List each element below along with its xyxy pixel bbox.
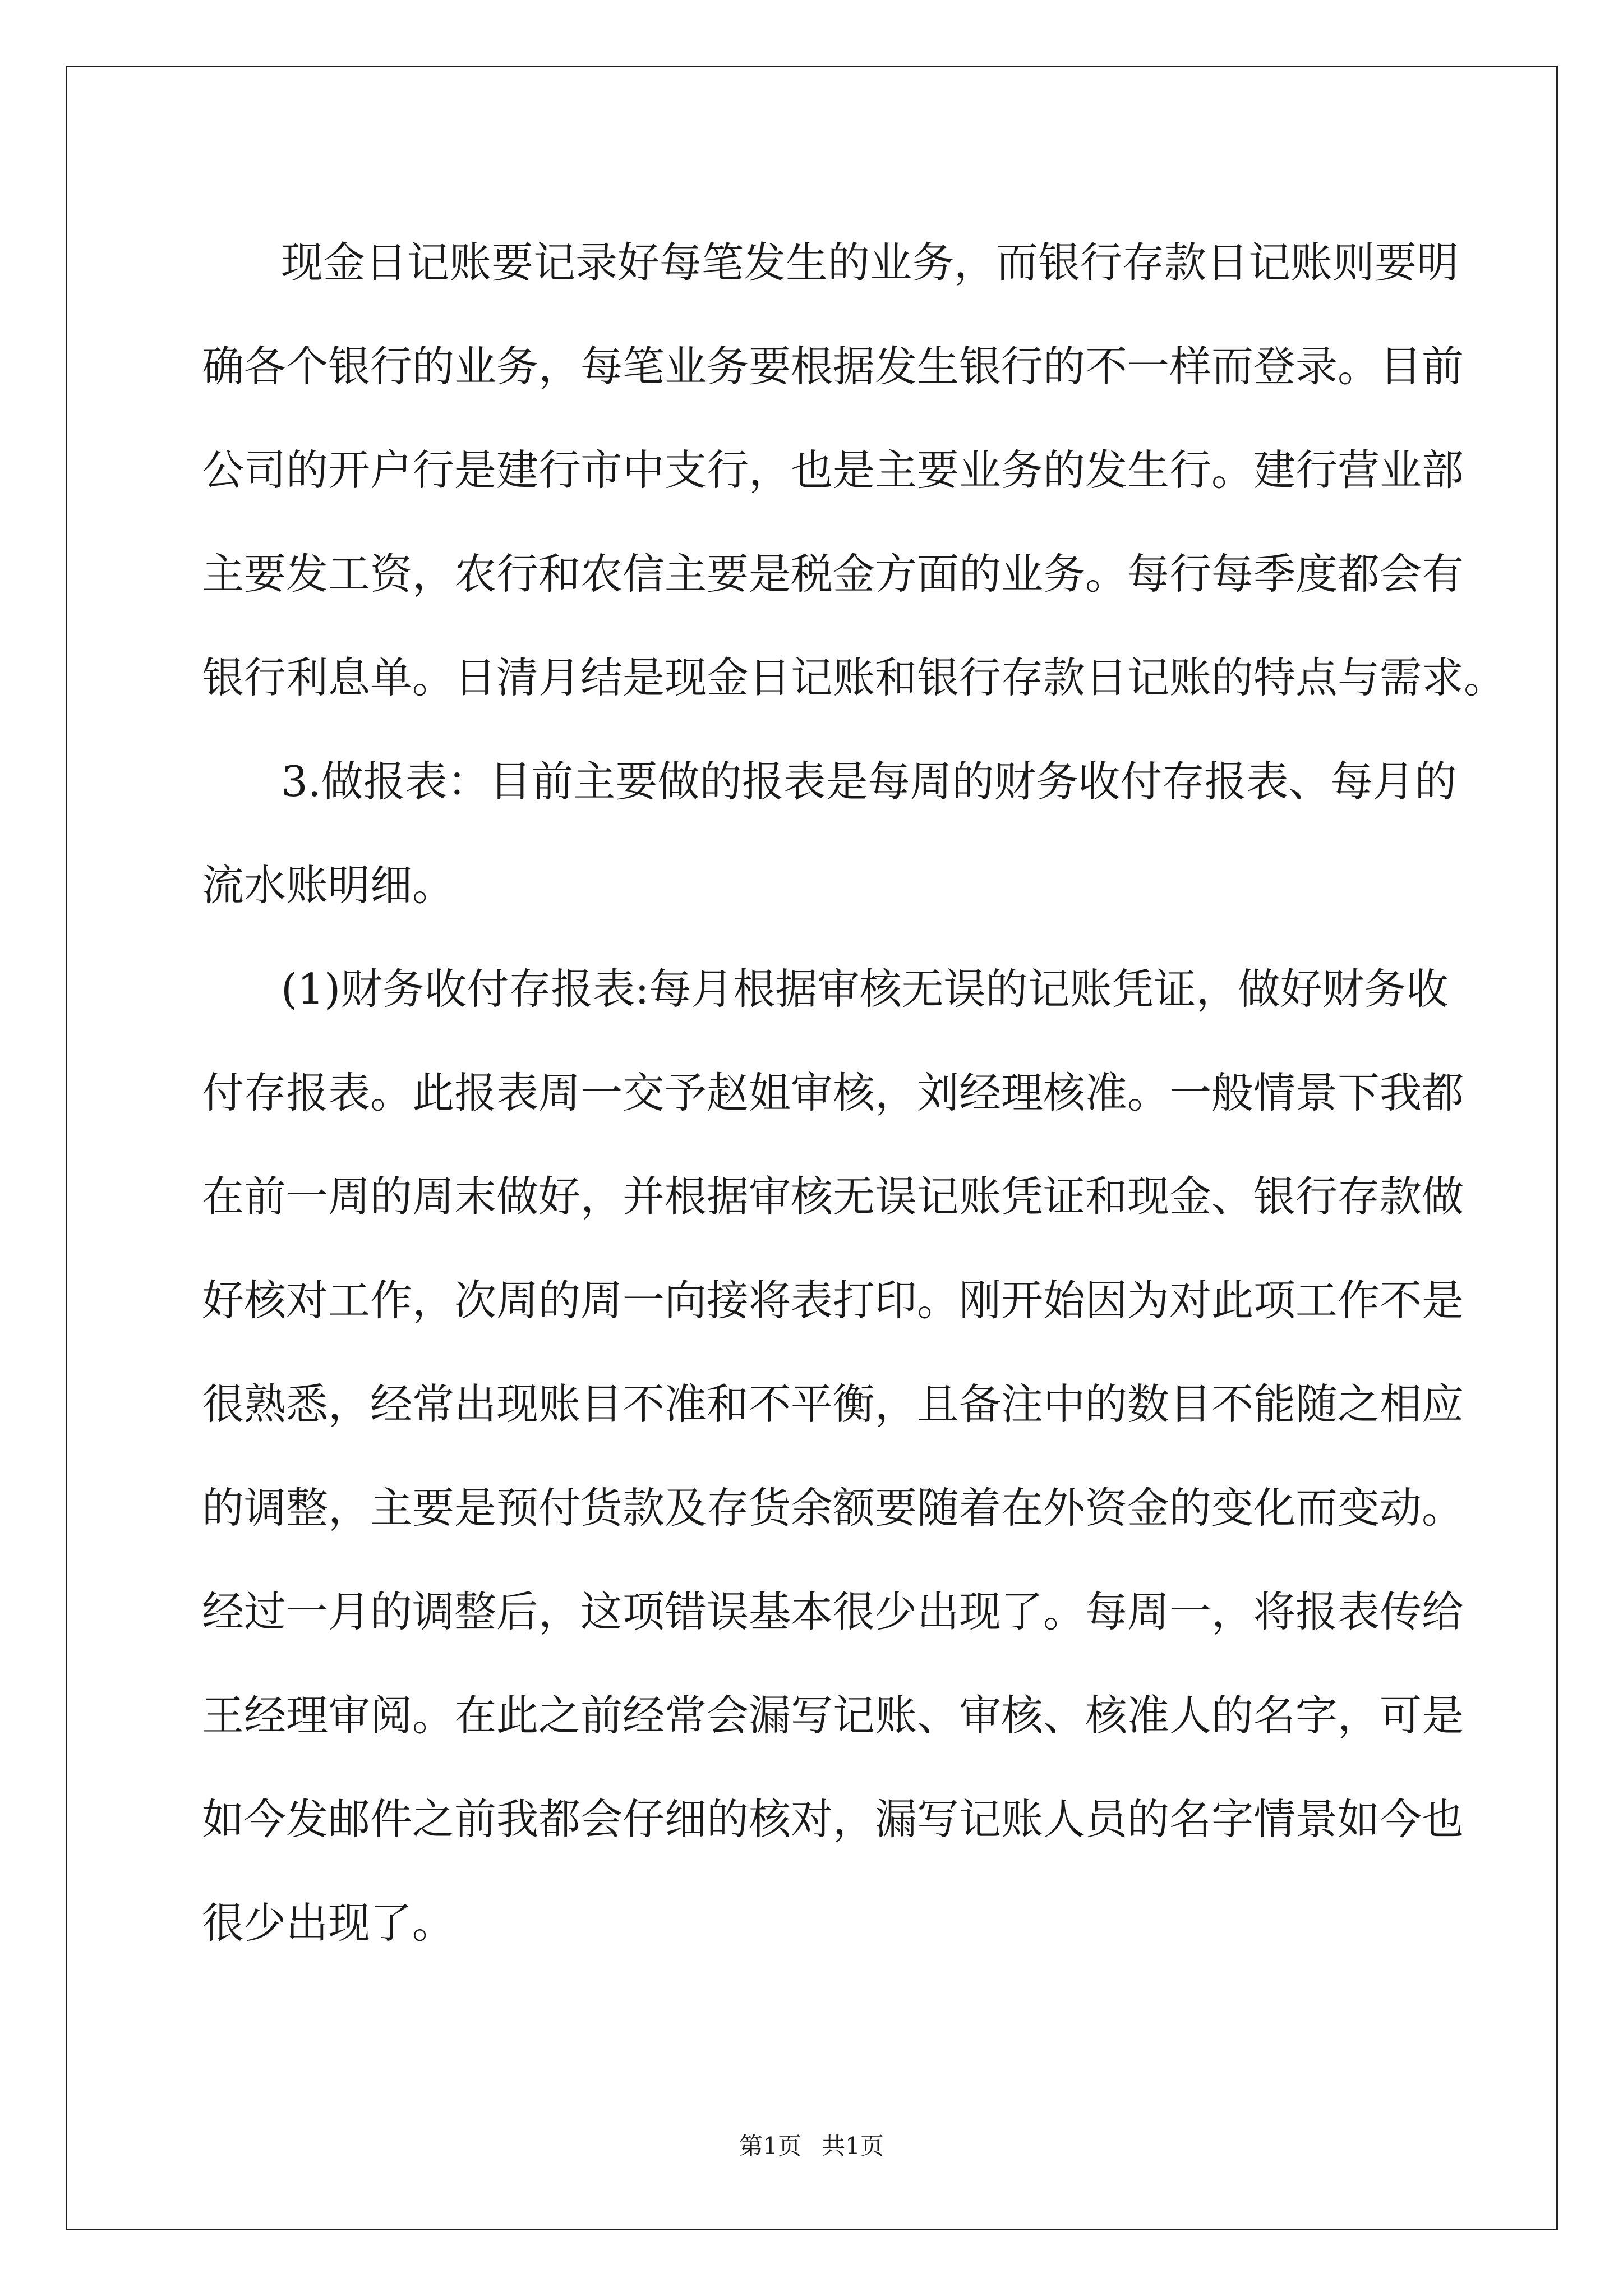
page-footer	[0, 2129, 1623, 2163]
text-line: 在前一周的周末做好，并根据审核无误记账凭证和现金、银行存款做	[202, 1172, 1464, 1221]
text-line: (1)财务收付存报表:每月根据审核无误的记账凭证，做好财务收	[281, 964, 1449, 1014]
text-line: 流水账明细。	[202, 861, 455, 910]
text-line: 公司的开户行是建行市中支行，也是主要业务的发生行。建行营业部	[202, 445, 1464, 495]
text-line: 的调整，主要是预付货款及存货余额要随着在外资金的变化而变动。	[202, 1483, 1464, 1533]
text-line: 现金日记账要记录好每笔发生的业务，而银行存款日记账则要明	[281, 238, 1459, 287]
text-line: 很熟悉，经常出现账目不准和不平衡，且备注中的数目不能随之相应	[202, 1379, 1464, 1429]
text-line: 主要发工资，农行和农信主要是税金方面的业务。每行每季度都会有	[202, 549, 1464, 599]
text-line: 王经理审阅。在此之前经常会漏写记账、审核、核准人的名字，可是	[202, 1691, 1464, 1740]
text-line: 很少出现了。	[202, 1898, 455, 1948]
page-number: 第1页	[739, 2132, 801, 2160]
document-body	[202, 211, 1506, 1975]
text-line: 确各个银行的业务，每笔业务要根据发生银行的不一样而登录。目前	[202, 342, 1464, 391]
text-line: 好核对工作，次周的周一向接将表打印。刚开始因为对此项工作不是	[202, 1276, 1464, 1325]
text-line: 如今发邮件之前我都会仔细的核对，漏写记账人员的名字情景如今也	[202, 1795, 1464, 1844]
page-total: 共1页	[822, 2132, 884, 2160]
text-line: 付存报表。此报表周一交予赵姐审核，刘经理核准。一般情景下我都	[202, 1068, 1464, 1117]
text-line: 经过一月的调整后，这项错误基本很少出现了。每周一，将报表传给	[202, 1587, 1464, 1636]
text-line: 银行利息单。日清月结是现金日记账和银行存款日记账的特点与需求。	[202, 653, 1506, 702]
text-line: 3.做报表：目前主要做的报表是每周的财务收付存报表、每月的	[281, 757, 1457, 806]
